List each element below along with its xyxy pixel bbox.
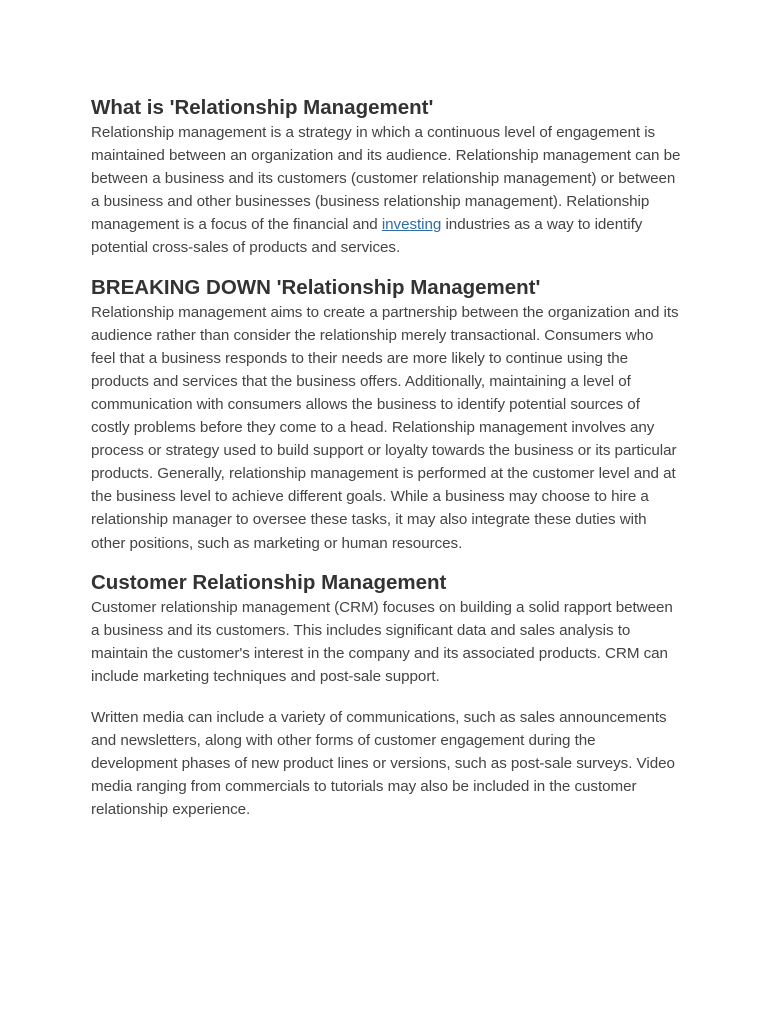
section-heading: BREAKING DOWN 'Relationship Management' xyxy=(91,275,541,299)
section-heading: Customer Relationship Management xyxy=(91,570,447,594)
section-heading: What is 'Relationship Management' xyxy=(91,96,434,119)
section-crm xyxy=(91,569,681,822)
section-paragraph: Relationship management aims to create a partnership between the organization and its audience rather than consider the relationship merely transactional. Consumers who feel that a business responds to their needs are more likely to continue using the products and services that the business offers. Additionally, maintaining a level of communication with consumers allows the business to identify potential sources of costly problems before they come to a head. Relationship management involves any process or strategy used to build support or loyalty towards the business or its particular products. Generally, relationship management is performed at the customer level and at the business level to achieve different goals. While a business may choose to hire a relationship manager to oversee these tasks, it may also integrate these duties with other positions, such as marketing or human resources. xyxy=(91,303,679,552)
section-paragraph: Written media can include a variety of communications, such as sales announcements and newsletters, along with other forms of customer engagement during the development phases of new product lines or versions, such as post-sale surveys. Video media ranging from commercials to tutorials may also be included in the customer relationship experience. xyxy=(91,708,675,819)
investing-link[interactable]: investing xyxy=(381,216,442,234)
document-page xyxy=(91,94,681,821)
section-paragraph: Customer relationship management (CRM) focuses on building a solid rapport between a business and its customers. This includes significant data and sales analysis to maintain the customer's interest in the company and its associated products. CRM can include marketing techniques and post-sale support. xyxy=(91,598,673,685)
section-paragraph xyxy=(91,121,681,260)
section-what-is xyxy=(91,94,681,260)
paragraph-text: Relationship management is a strategy in which a continuous level of engagement is maintained between an organization and its audience. Relationship management can be between a business and its customers (customer relationship management) or between a business and other businesses (business relationship management). Relationship management is a focus of the financial and xyxy=(91,124,681,234)
paragraph-text: industries as a way to identify potential cross-sales of products and services. xyxy=(91,216,643,257)
section-breaking-down xyxy=(91,274,681,555)
